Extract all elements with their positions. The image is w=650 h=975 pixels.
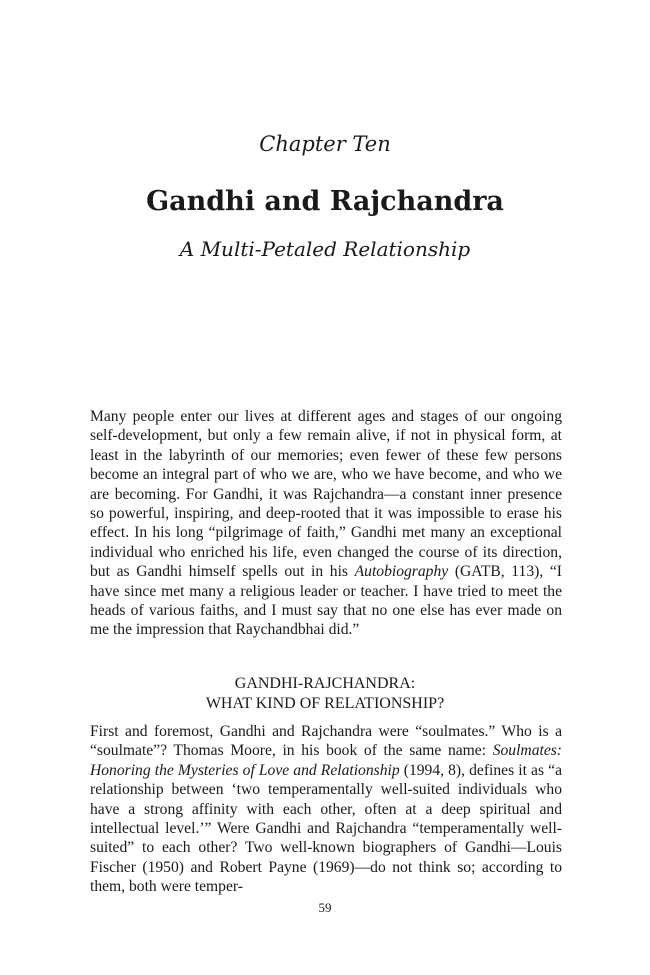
section-heading	[0, 674, 650, 714]
paragraph-text: (1994, 8), defines it as “a relationship between ‘two temperamentally well-suited individuals who have a strong affinity with each other, often at a deep spiritual and intellectual level.’” Were Gandhi and Rajchandra “temperamentally well-suited” to each other? Two well-known biographers of Gandhi—Louis Fischer (1950) and Robert Payne (1969)—do not think so; according to them, both were temper-	[90, 761, 562, 896]
paragraph-text: (GATB, 113), “I have since met many a religious leader or teacher. I have tried to meet the heads of various faiths, and I must say that no one else has ever made on me the impression that Raychandbhai did.”	[90, 563, 562, 639]
book-title-italic: Soulmates: Honoring the Mysteries of Love and Relationship	[90, 742, 562, 779]
paragraph-text: First and foremost, Gandhi and Rajchandra were “soulmates.” Who is a “soulmate”? Thomas Moore, in his book of the same name:	[90, 723, 562, 760]
section-heading-line-1: GANDHI-RAJCHANDRA:	[234, 675, 416, 692]
paragraph-text: Many people enter our lives at different ages and stages of our ongoing self-development, but only a few remain alive, if not in physical form, at least in the labyrinth of our memories; even fewer of these few persons become an integral part of who we are, who we have become, and who we are becoming. For Gandhi, it was Rajchandra—a constant inner presence so powerful, inspiring, and deep-rooted that it was impossible to erase his effect. In his long “pilgrimage of faith,” Gandhi met many an exceptional individual who enriched his life, even changed the course of its direction, but as Gandhi himself spells out in his	[90, 408, 562, 581]
page-number: 59	[318, 900, 332, 915]
opening-paragraph	[90, 407, 562, 640]
chapter-label: Chapter Ten	[259, 132, 391, 156]
chapter-subtitle: A Multi-Petaled Relationship	[179, 237, 471, 261]
section-heading-line-2: WHAT KIND OF RELATIONSHIP?	[205, 695, 445, 712]
book-title-italic: Autobiography	[354, 563, 449, 581]
chapter-title: Gandhi and Rajchandra	[146, 186, 504, 217]
second-paragraph	[90, 722, 562, 897]
